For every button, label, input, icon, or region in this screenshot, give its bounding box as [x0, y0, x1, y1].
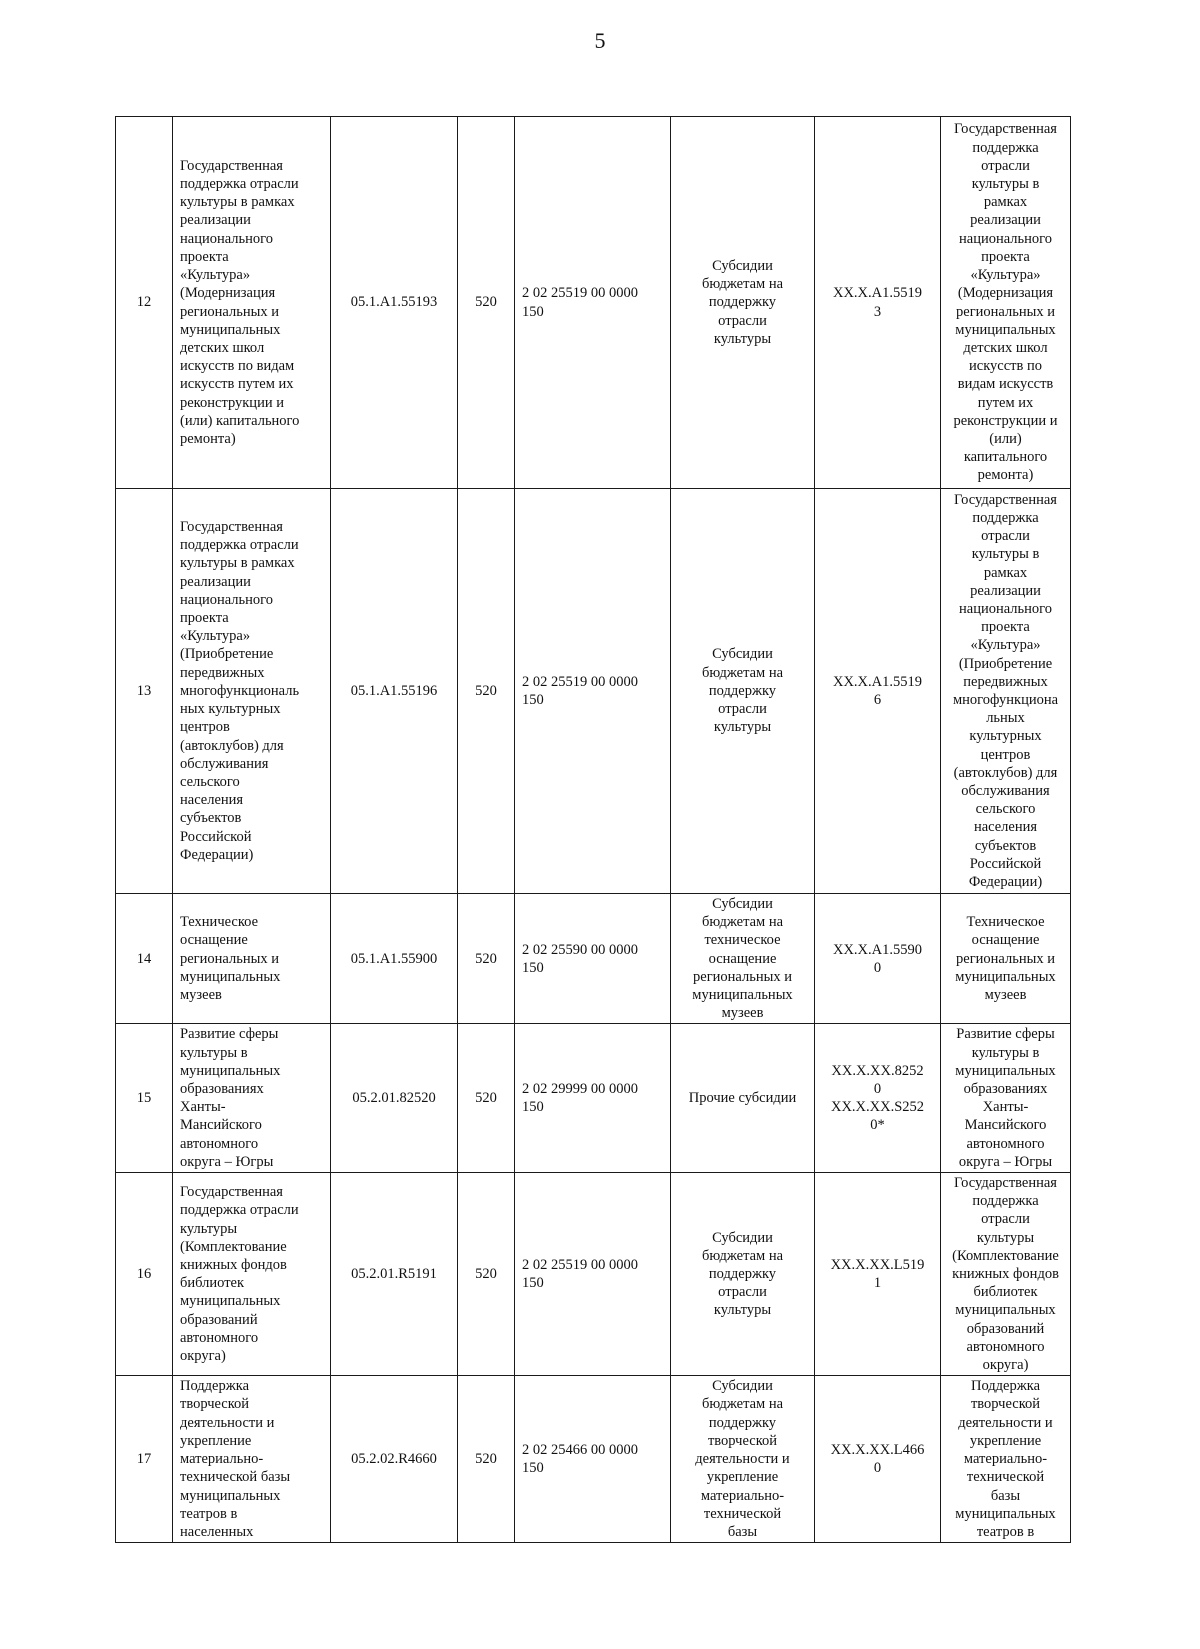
program-name: Государственная поддержка отрасли культуры в рамках реализации национального проекта «Культура» (Приобретение передвижных многофункциональ ных культурных центров (автоклубов) для обслуживания сельского населения субъектов Российской Федерации) [173, 489, 331, 894]
kbk-code: 2 02 25590 00 0000 150 [515, 894, 671, 1024]
grbs-code: 520 [458, 894, 515, 1024]
table-row [116, 489, 1071, 894]
target-code: 05.2.02.R4660 [331, 1376, 458, 1543]
local-code: XX.X.A1.5519 3 [815, 117, 941, 489]
subsidy-type: Субсидии бюджетам на техническое оснащение региональных и муниципальных музеев [671, 894, 815, 1024]
program-name: Поддержка творческой деятельности и укрепление материально- технической базы муниципальных театров в населенных [173, 1376, 331, 1543]
kbk-code: 2 02 29999 00 0000 150 [515, 1024, 671, 1173]
local-code: XX.X.A1.5519 6 [815, 489, 941, 894]
kbk-code: 2 02 25519 00 0000 150 [515, 489, 671, 894]
grbs-code: 520 [458, 117, 515, 489]
local-program-name: Техническое оснащение региональных и муниципальных музеев [941, 894, 1071, 1024]
grbs-code: 520 [458, 1024, 515, 1173]
local-code: XX.X.A1.5590 0 [815, 894, 941, 1024]
local-program-name: Развитие сферы культуры в муниципальных образованиях Ханты- Мансийского автономного округа – Югры [941, 1024, 1071, 1173]
kbk-code: 2 02 25519 00 0000 150 [515, 117, 671, 489]
program-name: Государственная поддержка отрасли культуры в рамках реализации национального проекта «Культура» (Модернизация региональных и муниципальных детских школ искусств по видам искусств путем их реконструкции и (или) капитального ремонта) [173, 117, 331, 489]
subsidy-type: Прочие субсидии [671, 1024, 815, 1173]
local-code: XX.X.XX.L519 1 [815, 1173, 941, 1376]
table-row [116, 117, 1071, 489]
kbk-code: 2 02 25466 00 0000 150 [515, 1376, 671, 1543]
table-row [116, 1376, 1071, 1543]
row-number: 12 [116, 117, 173, 489]
target-code: 05.2.01.82520 [331, 1024, 458, 1173]
local-code: XX.X.XX.L466 0 [815, 1376, 941, 1543]
target-code: 05.1.A1.55193 [331, 117, 458, 489]
row-number: 14 [116, 894, 173, 1024]
program-name: Техническое оснащение региональных и муниципальных музеев [173, 894, 331, 1024]
row-number: 16 [116, 1173, 173, 1376]
local-program-name: Государственная поддержка отрасли культуры в рамках реализации национального проекта «Культура» (Модернизация региональных и муниципальных детских школ искусств по видам искусств путем их реконструкции и (или) капитального ремонта) [941, 117, 1071, 489]
row-number: 13 [116, 489, 173, 894]
subsidy-type: Субсидии бюджетам на поддержку отрасли культуры [671, 1173, 815, 1376]
table-row [116, 894, 1071, 1024]
grbs-code: 520 [458, 489, 515, 894]
table-row [116, 1173, 1071, 1376]
page-number: 5 [594, 28, 606, 53]
subsidy-type: Субсидии бюджетам на поддержку отрасли культуры [671, 117, 815, 489]
local-program-name: Государственная поддержка отрасли культуры (Комплектование книжных фондов библиотек муниципальных образований автономного округа) [941, 1173, 1071, 1376]
target-code: 05.2.01.R5191 [331, 1173, 458, 1376]
subsidy-type: Субсидии бюджетам на поддержку отрасли культуры [671, 489, 815, 894]
subsidy-table [115, 116, 1071, 1543]
row-number: 15 [116, 1024, 173, 1173]
row-number: 17 [116, 1376, 173, 1543]
target-code: 05.1.A1.55196 [331, 489, 458, 894]
target-code: 05.1.A1.55900 [331, 894, 458, 1024]
grbs-code: 520 [458, 1173, 515, 1376]
kbk-code: 2 02 25519 00 0000 150 [515, 1173, 671, 1376]
program-name: Государственная поддержка отрасли культуры (Комплектование книжных фондов библиотек муниципальных образований автономного округа) [173, 1173, 331, 1376]
table-row [116, 1024, 1071, 1173]
local-program-name: Поддержка творческой деятельности и укрепление материально- технической базы муниципальных театров в [941, 1376, 1071, 1543]
subsidy-type: Субсидии бюджетам на поддержку творческой деятельности и укрепление материально- технической базы [671, 1376, 815, 1543]
grbs-code: 520 [458, 1376, 515, 1543]
program-name: Развитие сферы культуры в муниципальных образованиях Ханты- Мансийского автономного округа – Югры [173, 1024, 331, 1173]
local-program-name: Государственная поддержка отрасли культуры в рамках реализации национального проекта «Культура» (Приобретение передвижных многофункциона льных культурных центров (автоклубов) для обслуживания сельского населения субъектов Российской Федерации) [941, 489, 1071, 894]
local-code: XX.X.XX.8252 0 XX.X.XX.S252 0* [815, 1024, 941, 1173]
